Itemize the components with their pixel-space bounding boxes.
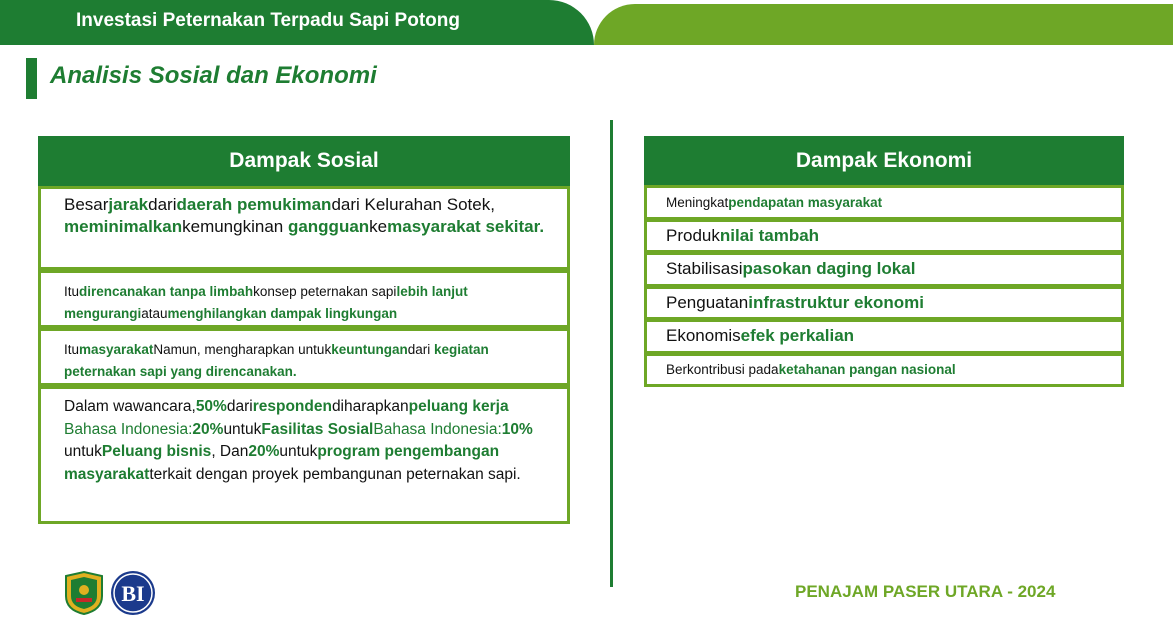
text: untuk <box>64 443 102 460</box>
social-item-2 <box>38 270 570 328</box>
highlight: program pengembangan masyarakat <box>64 443 500 483</box>
highlight: menghilangkan dampak lingkungan <box>167 306 398 321</box>
highlight: kegiatan peternakan sapi yang direncanakan. <box>64 342 489 379</box>
highlight: pendapatan masyarakat <box>728 194 883 210</box>
text: , Dan <box>211 443 249 460</box>
social-item-1 <box>38 186 570 270</box>
footer-location: PENAJAM PASER UTARA - 2024 <box>795 582 1056 601</box>
highlight: 10% <box>501 420 533 438</box>
text: Berkontribusi pada <box>666 362 779 378</box>
text: Ekonomis <box>666 326 741 346</box>
highlight: daerah pemukiman <box>176 195 332 214</box>
highlight: meminimalkan <box>64 217 183 236</box>
social-impact-panel <box>38 136 570 524</box>
social-impact-heading: Dampak Sosial <box>38 136 570 186</box>
economic-item-6 <box>644 353 1124 388</box>
section-title-marker <box>26 58 37 99</box>
text: konsep peternakan sapi <box>253 284 397 299</box>
highlight: responden <box>252 398 332 415</box>
text: dari <box>148 195 177 214</box>
highlight: direncanakan tanpa limbah <box>79 284 254 299</box>
text: Itu <box>64 284 80 299</box>
highlight: Peluang bisnis <box>101 443 212 460</box>
highlight: efek perkalian <box>740 326 855 346</box>
highlight: masyarakat sekitar. <box>387 217 545 236</box>
economic-item-5 <box>644 319 1124 354</box>
highlight: infrastruktur ekonomi <box>748 292 924 312</box>
social-item-4 <box>38 386 570 524</box>
highlight: ketahanan pangan nasional <box>778 362 956 378</box>
header-title: Investasi Peternakan Terpadu Sapi Potong <box>76 10 460 31</box>
text: atau <box>141 306 168 321</box>
text: Penguatan <box>666 292 749 312</box>
highlight: jarak <box>108 195 149 214</box>
economic-impact-panel <box>644 136 1124 387</box>
highlight: peluang kerja <box>408 398 509 415</box>
highlight: masyarakat <box>79 342 154 357</box>
text: Bahasa Indonesia: <box>64 420 193 438</box>
text: Besar <box>64 195 109 214</box>
text: Bahasa Indonesia: <box>373 420 502 438</box>
text: kemungkinan <box>182 217 288 236</box>
social-item-3 <box>38 328 570 386</box>
text: Dalam wawancara, <box>64 398 196 415</box>
column-divider <box>610 120 613 587</box>
economic-item-3 <box>644 252 1124 287</box>
text: dari <box>407 342 434 357</box>
highlight: keuntungan <box>331 342 408 357</box>
text: untuk <box>279 443 318 460</box>
bank-indonesia-logo-icon <box>110 570 156 616</box>
text: dari Kelurahan Sotek, <box>331 195 495 214</box>
text: terkait dengan proyek pembangunan peternakan sapi. <box>149 465 521 483</box>
section-title: Analisis Sosial dan Ekonomi <box>50 62 377 89</box>
text: Itu <box>64 342 80 357</box>
economic-impact-heading: Dampak Ekonomi <box>644 136 1124 186</box>
text: Stabilisasi <box>666 259 743 279</box>
bank-indonesia-logo-letters: BI <box>121 581 145 606</box>
economic-item-4 <box>644 286 1124 321</box>
header-accent-bar <box>594 4 1173 45</box>
text: dari <box>226 398 253 415</box>
highlight: gangguan <box>287 217 370 236</box>
text: Meningkat <box>666 194 729 210</box>
regency-emblem-icon <box>62 570 106 616</box>
text: Namun, mengharapkan untuk <box>153 342 332 357</box>
highlight: nilai tambah <box>719 225 820 245</box>
economic-item-2 <box>644 219 1124 254</box>
text: ke <box>369 217 388 236</box>
text: untuk <box>223 420 262 438</box>
highlight: 20% <box>192 420 224 438</box>
highlight: 50% <box>195 398 227 415</box>
text: Produk <box>666 225 720 245</box>
highlight: lebih lanjut mengurangi <box>64 284 468 321</box>
highlight: Fasilitas Sosial <box>261 420 374 438</box>
economic-item-1 <box>644 185 1124 220</box>
highlight: pasokan daging lokal <box>742 259 916 279</box>
highlight: 20% <box>248 443 280 460</box>
text: diharapkan <box>331 398 409 415</box>
